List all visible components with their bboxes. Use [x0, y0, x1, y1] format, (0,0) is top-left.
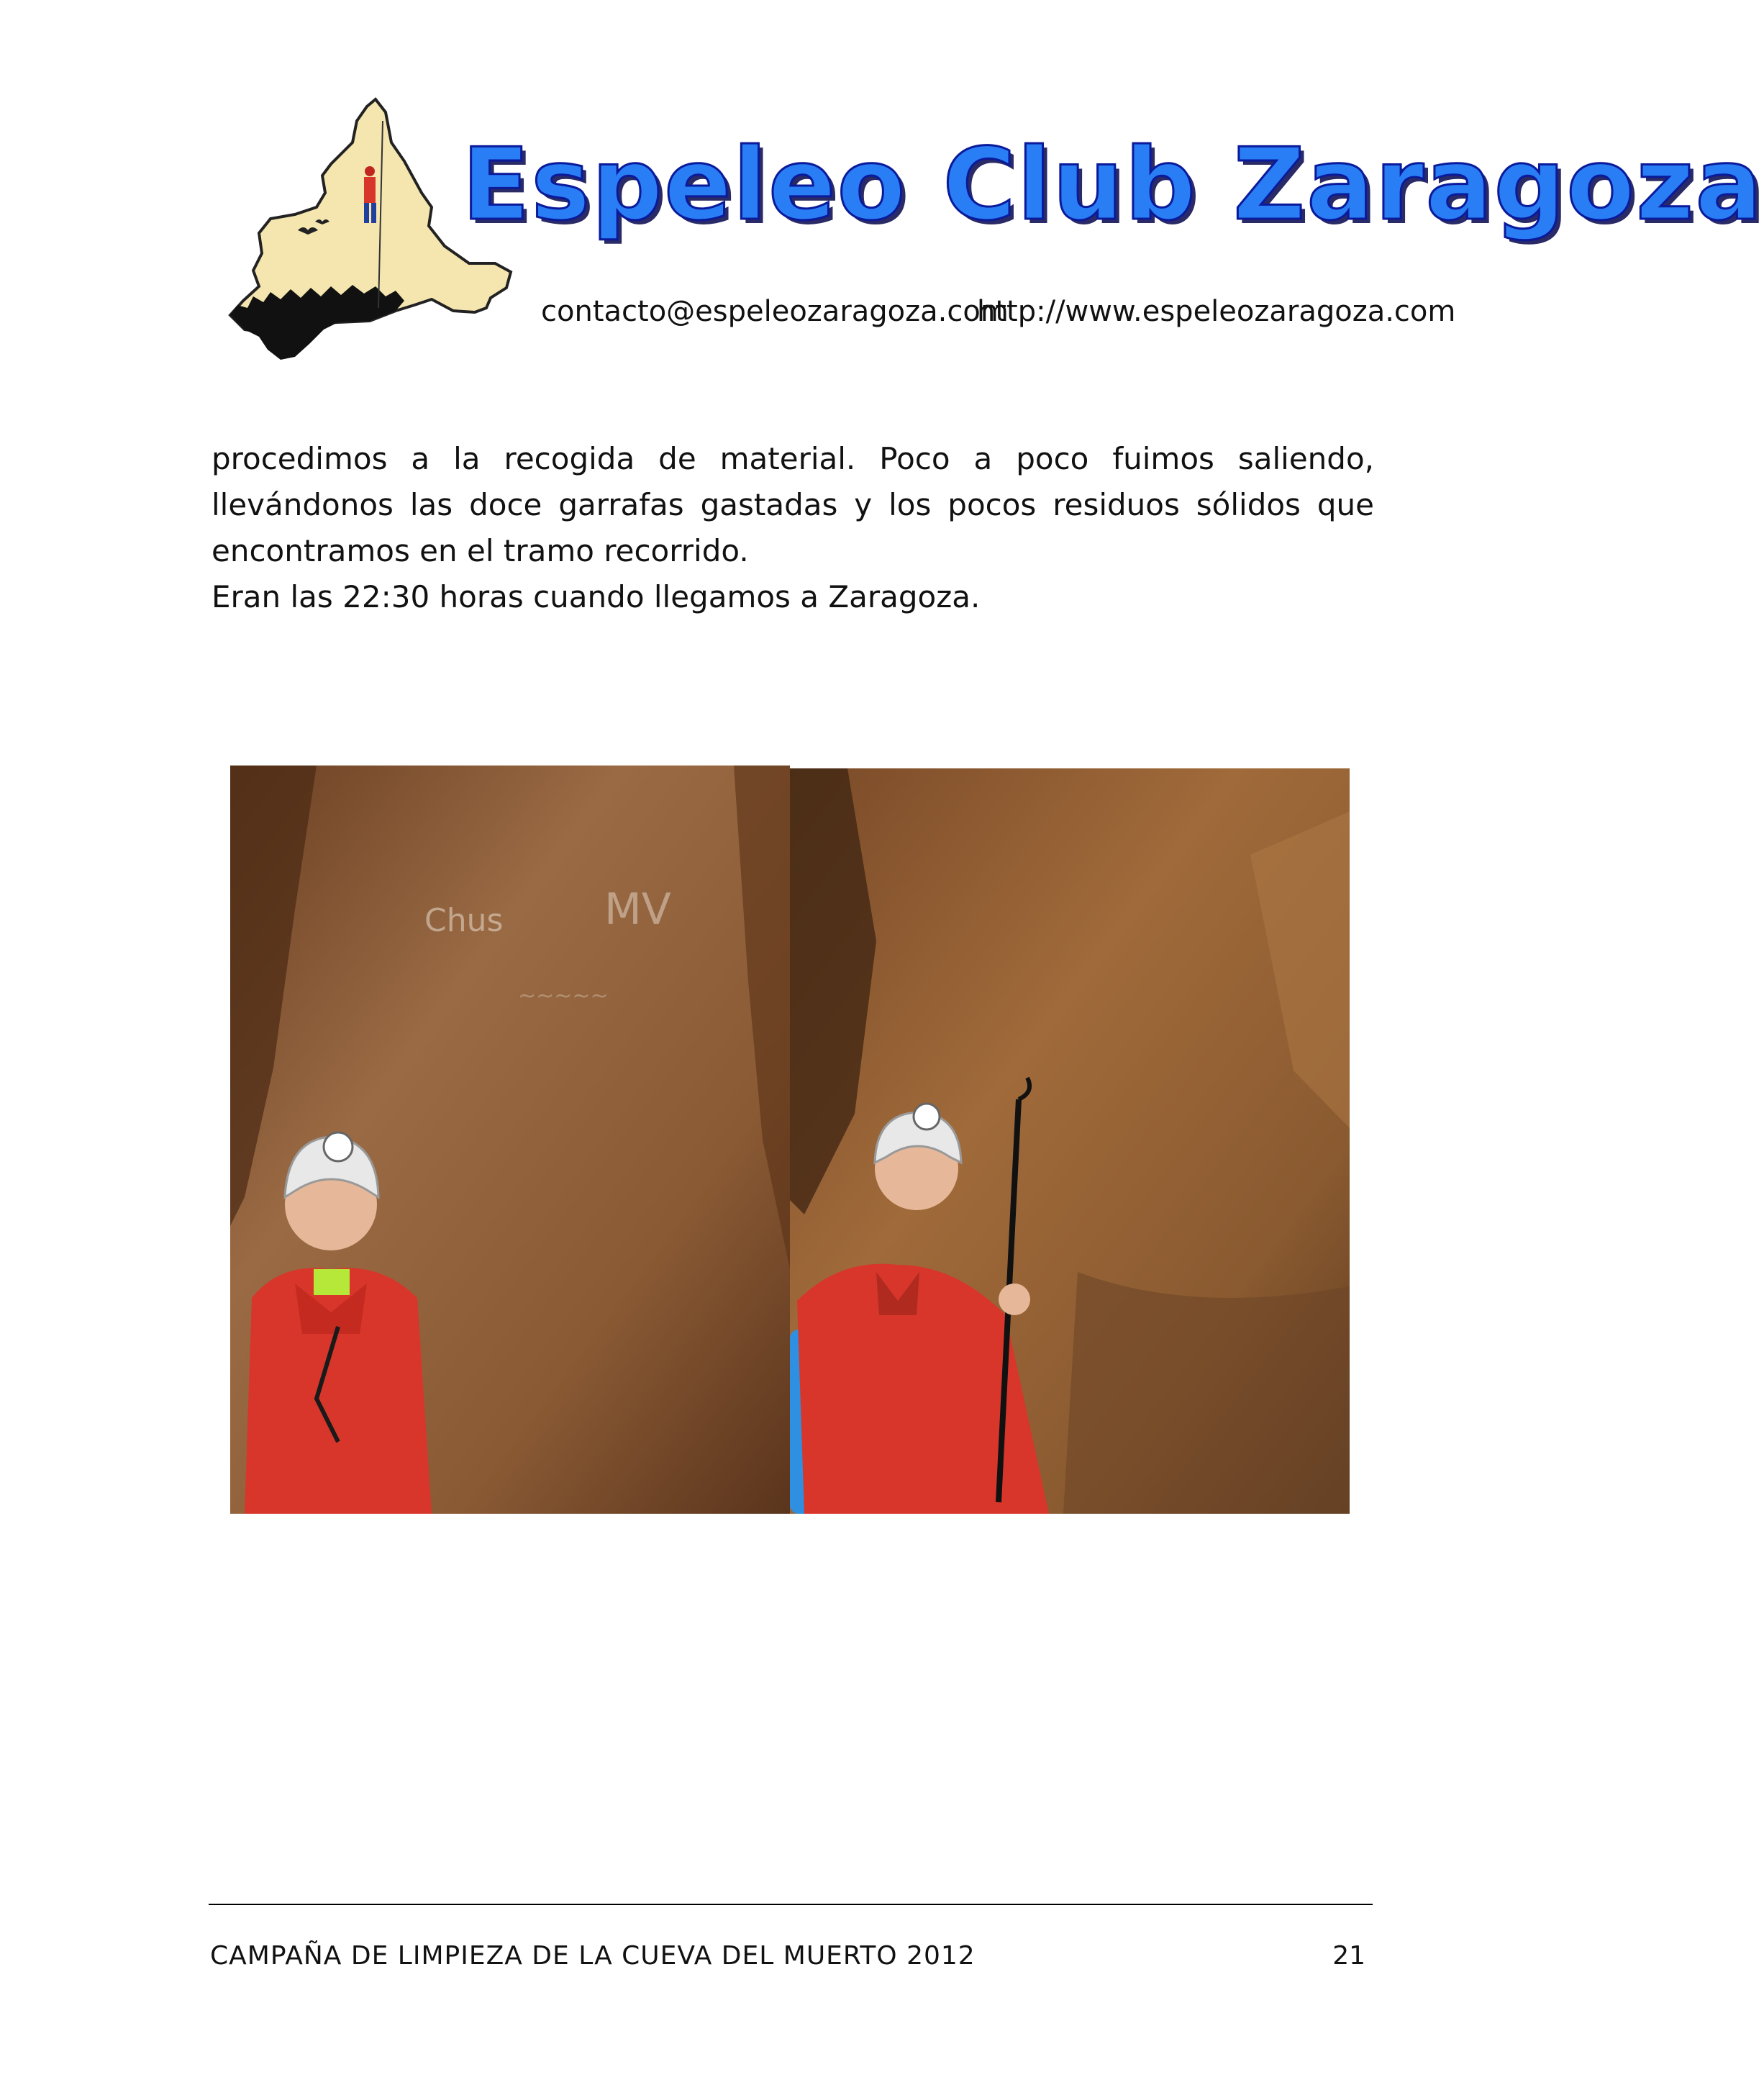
svg-text:Chus: Chus [424, 902, 504, 939]
club-header [216, 92, 1764, 380]
page-number: 21 [1332, 1941, 1365, 1971]
photo-collage [230, 766, 1352, 1514]
photo-caver-right [790, 768, 1350, 1514]
photo-caver-left [230, 766, 790, 1514]
footer-divider [209, 1904, 1373, 1905]
website-link[interactable]: http://www.espeleozaragoza.com [977, 295, 1456, 328]
svg-text:MV: MV [604, 884, 671, 935]
cave-photo-right [790, 768, 1350, 1514]
club-title: Espeleo Club Zaragoza [462, 127, 1764, 242]
paragraph-1: procedimos a la recogida de material. Poco a poco fuimos saliendo, llevándonos las doce garrafas gastadas y los pocos residuos sólidos que encontramos en el tramo recorrido. [212, 441, 1374, 568]
footer-title: CAMPAÑA DE LIMPIEZA DE LA CUEVA DEL MUERTO 2012 [210, 1941, 976, 1971]
cave-photo-left [230, 766, 790, 1514]
paragraph-2: Eran las 22:30 horas cuando llegamos a Zaragoza. [212, 579, 981, 614]
svg-text:~~~~~: ~~~~~ [518, 984, 609, 1009]
contact-email[interactable]: contacto@espeleozaragoza.com [541, 295, 1009, 328]
body-text [212, 436, 1374, 620]
